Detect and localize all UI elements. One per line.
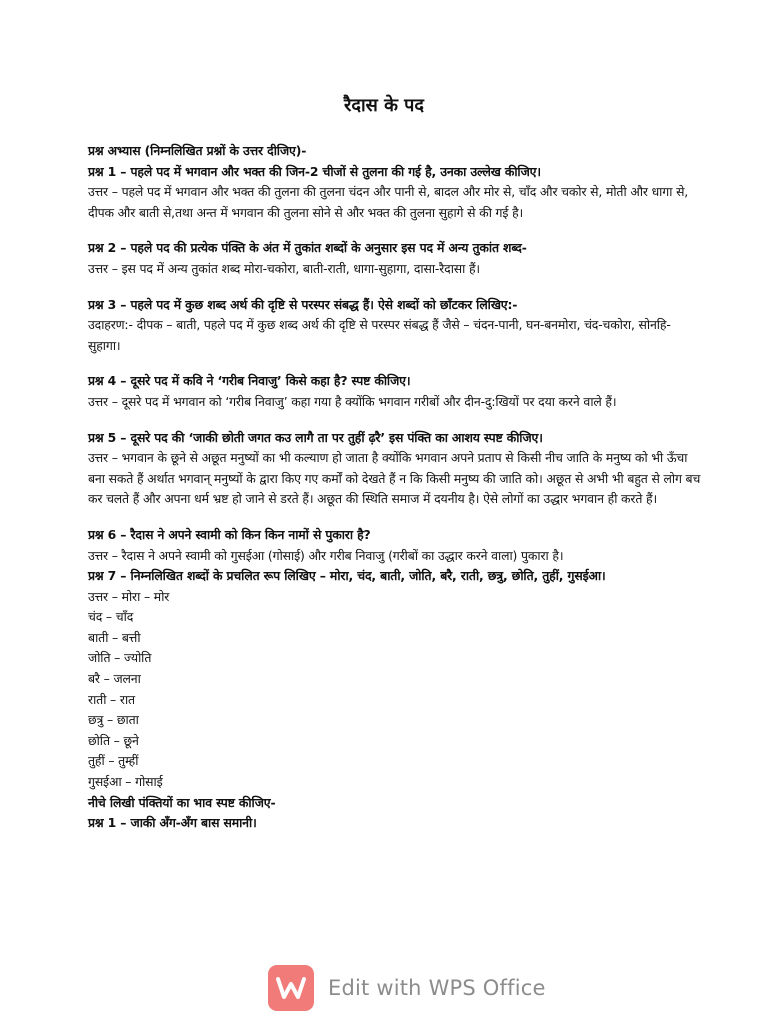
q7-answer-line: गुसईआ – गोसाई	[88, 774, 163, 790]
section2-heading: नीचे लिखी पंक्तियों का भाव स्पष्ट कीजिए-	[88, 794, 276, 810]
wps-edit-link[interactable]: Edit with WPS Office	[328, 976, 546, 1000]
q7-answer-line: बरै – जलना	[88, 671, 141, 687]
q7-answer-line: जोति – ज्योति	[88, 650, 152, 666]
q7-question: प्रश्न 7 – निम्नलिखित शब्दों के प्रचलित रूप लिखिए – मोरा, चंद, बाती, जोति, बरै, राती, छत्रु, छोति, तुहीं, गुसईआ।	[88, 568, 606, 584]
q3-question: प्रश्न 3 – पहले पद में कुछ शब्द अर्थ की दृष्टि से परस्पर संबद्ध हैं। ऐसे शब्दों को छाँटकर लिखिए:-	[88, 296, 518, 312]
wps-logo-icon	[268, 965, 314, 1011]
q4-question: प्रश्न 4 – दूसरे पद में कवि ने ‘गरीब निवाजु’ किसे कहा है? स्पष्ट कीजिए।	[88, 373, 411, 389]
document-body	[88, 141, 703, 834]
q7-answer-line: उत्तर – मोरा – मोर	[88, 588, 170, 604]
q2-answer: उत्तर – इस पद में अन्य तुकांत शब्द मोरा-चकोरा, बाती-राती, धागा-सुहागा, दासा-रैदासा हैं।	[88, 260, 480, 276]
q1-question: प्रश्न 1 – पहले पद में भगवान और भक्त की जिन-2 चीजों से तुलना की गई है, उनका उल्लेख कीजिए।	[88, 163, 541, 179]
wps-footer-banner[interactable]	[268, 965, 546, 1011]
q1-answer: उत्तर – पहले पद में भगवान और भक्त की तुलना की तुलना चंदन और पानी से, बादल और मोर से, चाँद और चकोर से, मोती और धागा से, दीपक और बाती से,तथा अन्त में भगवान की तुलना सोने से और भक्त की तुलना सुहागे से की गई है।	[88, 184, 689, 220]
q3-answer: उदाहरण:- दीपक – बाती, पहले पद में कुछ शब्द अर्थ की दृष्टि से परस्पर संबद्ध हैं जैसे – चंदन-पानी, घन-बनमोरा, चंद-चकोरा, सोनहि-सुहागा।	[88, 317, 671, 353]
q6-question: प्रश्न 6 – रैदास ने अपने स्वामी को किन किन नामों से पुकारा है?	[88, 526, 371, 542]
intro-heading: प्रश्न अभ्यास (निम्नलिखित प्रश्नों के उत्तर दीजिए)-	[88, 143, 307, 158]
q7-answer-line: बाती – बत्ती	[88, 629, 141, 645]
q4-answer: उत्तर – दूसरे पद में भगवान को ‘गरीब निवाजु’ कहा गया है क्योंकि भगवान गरीबों और दीन-दु:खियों पर दया करने वाले हैं।	[88, 393, 617, 409]
s2-q1-question: प्रश्न 1 – जाकी अँग-अँग बास समानी।	[88, 815, 257, 831]
page-title: रैदास के पद	[344, 95, 424, 116]
q5-question: प्रश्न 5 – दूसरे पद की ‘जाकी छोती जगत कउ लागै ता पर तुहीं ढ़रै’ इस पंक्ति का आशय स्पष्ट कीजिए।	[88, 429, 543, 445]
q7-answer-line: राती – रात	[88, 691, 135, 707]
q2-question: प्रश्न 2 – पहले पद की प्रत्येक पंक्ति के अंत में तुकांत शब्दों के अनुसार इस पद में अन्य तुकांत शब्द-	[88, 240, 527, 256]
q6-answer: उत्तर – रैदास ने अपने स्वामी को गुसईआ (गोसाई) और गरीब निवाजु (गरीबों का उद्धार करने वाला) पुकारा है।	[88, 547, 564, 563]
q7-answer-line: चंद – चाँद	[88, 609, 134, 625]
q5-answer: उत्तर – भगवान के छूने से अछूत मनुष्यों का भी कल्याण हो जाता है क्योंकि भगवान अपने प्रताप से किसी नीच जाति के मनुष्य को भी ऊँचा बना सकते हैं अर्थात भगवान् मनुष्यों के द्वारा किए गए कर्मों को देखते हैं न कि किसी मनुष्य की जाति को। अछूत से अभी भी बहुत से लोग बच कर चलते हैं और अपना धर्म भ्रष्ट हो जाने से डरते हैं। अछूत की स्थिति समाज में दयनीय है। ऐसे लोगों का उद्धार भगवान ही करते हैं।	[88, 450, 701, 507]
q7-answer-line: छत्रु – छाता	[88, 712, 139, 728]
q7-answer-line: तुहीं – तुम्हीं	[88, 753, 139, 769]
q7-answer-line: छोति – छूने	[88, 732, 139, 748]
